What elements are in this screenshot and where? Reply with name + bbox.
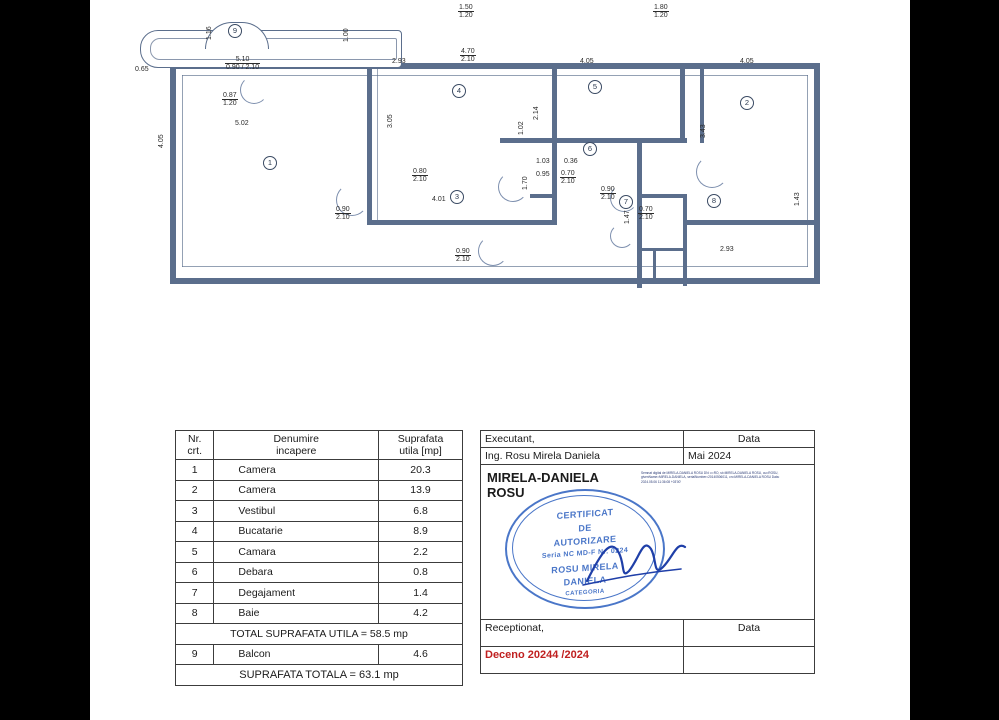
row-name: Degajament xyxy=(214,583,379,604)
door-arc-room2 xyxy=(696,156,728,188)
partition-4 xyxy=(557,138,687,143)
header-area-l2: utila [mp] xyxy=(399,445,442,458)
row-area: 0.8 xyxy=(379,562,463,583)
row-nr: 9 xyxy=(176,644,214,665)
right-letterbox xyxy=(910,0,999,720)
dim-0-87-value: 0.87 xyxy=(223,92,237,99)
dim-top-1-value: 1.50 xyxy=(459,4,473,11)
table-row xyxy=(176,480,463,501)
total-utila-row xyxy=(176,624,463,645)
dim-4-05-left: 4.05 xyxy=(158,134,165,148)
dim-0-70-b-sub: 2.10 xyxy=(639,214,653,222)
row-nr: 5 xyxy=(176,542,214,563)
table-row-balcon xyxy=(176,644,463,665)
room-schedule-table xyxy=(175,430,463,686)
wall-bottom xyxy=(170,278,820,284)
dim-top-1-sub: 1.20 xyxy=(459,12,473,20)
door-arc-bath xyxy=(610,224,634,248)
dim-2-93-bottom: 2.93 xyxy=(720,246,734,253)
left-letterbox xyxy=(0,0,90,720)
row-name: Debara xyxy=(214,562,379,583)
dim-2-93: 2.93 xyxy=(392,58,406,65)
partition-9 xyxy=(683,194,687,286)
row-area: 2.2 xyxy=(379,542,463,563)
dim-0-90-c xyxy=(455,248,471,264)
total-generala-row xyxy=(176,665,463,686)
door-arc-hall xyxy=(478,236,508,266)
dim-0-90-b xyxy=(335,206,351,222)
room-number-8: 8 xyxy=(707,194,721,208)
header-area-l1: Suprafata xyxy=(397,433,444,445)
room-number-3: 3 xyxy=(450,190,464,204)
stamp-line-1: CERTIFICAT xyxy=(556,507,614,521)
room-number-4: 4 xyxy=(452,84,466,98)
executant-value: Ing. Rosu Mirela Daniela xyxy=(481,448,684,465)
dim-1-00: 1.00 xyxy=(343,28,350,42)
dim-0-90-a xyxy=(600,186,616,202)
wall-inner-right xyxy=(807,75,808,267)
red-note-empty xyxy=(684,647,815,674)
dim-0-90-b-value: 0.90 xyxy=(336,206,350,213)
wall-inner-top xyxy=(182,75,808,76)
dim-0-36: 0.36 xyxy=(564,158,578,165)
dim-1-43: 1.43 xyxy=(794,192,801,206)
dim-0-87-sub: 1.20 xyxy=(223,100,237,108)
row-nr: 1 xyxy=(176,460,214,481)
row-name: Balcon xyxy=(214,644,379,665)
dim-4-70 xyxy=(460,48,476,64)
dim-3-43: 3.43 xyxy=(700,124,707,138)
row-area: 8.9 xyxy=(379,521,463,542)
room-number-1: 1 xyxy=(263,156,277,170)
header-name-l1: Denumire xyxy=(273,433,319,445)
dim-0-70-a-value: 0.70 xyxy=(561,170,575,177)
dim-5-10-value: 5.10 xyxy=(225,56,260,64)
dim-4-05-top: 4.05 xyxy=(580,58,594,65)
dim-0-90-a-sub: 2.10 xyxy=(601,194,615,202)
door-arc-balcony xyxy=(240,76,268,104)
signer-name-line2: ROSU xyxy=(487,484,525,500)
header-nr-l2: crt. xyxy=(187,445,202,458)
row-name: Camara xyxy=(214,542,379,563)
dim-3-05: 3.05 xyxy=(387,114,394,128)
room-number-6: 6 xyxy=(583,142,597,156)
partition-2 xyxy=(367,220,557,225)
receptionat-label: Receptionat, xyxy=(481,620,684,647)
dim-1-47: 1.47 xyxy=(624,210,631,224)
row-nr: 2 xyxy=(176,480,214,501)
row-area: 4.6 xyxy=(379,644,463,665)
total-generala: SUPRAFATA TOTALA = 63.1 mp xyxy=(176,665,463,686)
partition-4b xyxy=(500,138,558,143)
dim-0-65: 0.65 xyxy=(135,66,149,73)
stamp-line-6: DANIELA xyxy=(563,574,607,588)
row-nr: 6 xyxy=(176,562,214,583)
dim-0-87 xyxy=(222,92,238,108)
stamp-line-5: ROSU MIRELA xyxy=(551,560,619,576)
dim-0-90-b-sub: 2.10 xyxy=(336,214,350,222)
header-nr-l1: Nr. xyxy=(188,433,202,445)
dim-4-70-value: 4.70 xyxy=(461,48,475,55)
dim-1-02: 1.02 xyxy=(518,121,525,135)
partition-1-inner xyxy=(377,68,378,220)
floor-plan xyxy=(135,4,870,308)
dim-0-90-c-value: 0.90 xyxy=(456,248,470,255)
table-row xyxy=(176,521,463,542)
digital-signature-note: Semnat digital de MIRELA-DANIELA ROSU DN: c=RO, st=MIRELA-DANIELA ROSU, ou=ROSU, givenName=MIRELA-DANIELA, serialNumber=20140506011, cn=MIRELA-DANIELA ROSU Data: 2024.05.06 11:36:08 +03'00' xyxy=(641,471,780,484)
row-name: Camera xyxy=(214,460,379,481)
dim-0-90-a-value: 0.90 xyxy=(601,186,615,193)
dim-1-16: 1.16 xyxy=(206,26,213,40)
dim-0-80-sub: 2.10 xyxy=(413,176,427,184)
partition-6 xyxy=(680,63,685,143)
table-row xyxy=(176,542,463,563)
row-area: 13.9 xyxy=(379,480,463,501)
wall-right xyxy=(814,63,820,284)
data-label: Data xyxy=(684,431,815,448)
table-row xyxy=(176,583,463,604)
row-area: 4.2 xyxy=(379,603,463,624)
partition-5 xyxy=(530,194,556,198)
stamp-line-2: DE xyxy=(578,522,592,534)
dim-0-70-b-value: 0.70 xyxy=(639,206,653,213)
red-note: Deceno 20244 /2024 xyxy=(481,647,684,674)
room-number-9: 9 xyxy=(228,24,242,38)
stamp-line-7: CATEGORIA xyxy=(565,588,605,598)
partition-12 xyxy=(637,248,683,251)
partition-10 xyxy=(687,220,817,225)
dim-1-03: 1.03 xyxy=(536,158,550,165)
row-nr: 4 xyxy=(176,521,214,542)
dim-top-2-value: 1.80 xyxy=(654,4,668,11)
stamp-line-4: Seria NC MD-F Nr. 0224 xyxy=(541,546,629,561)
total-utila: TOTAL SUPRAFATA UTILA = 58.5 mp xyxy=(176,624,463,645)
row-name: Vestibul xyxy=(214,501,379,522)
dim-top-2 xyxy=(653,4,669,20)
signer-name-line1: MIRELA-DANIELA xyxy=(487,470,599,485)
dim-5-10 xyxy=(225,56,260,72)
receptionat-data-label: Data xyxy=(684,620,815,647)
dim-4-70-sub: 2.10 xyxy=(461,56,475,64)
header-area xyxy=(379,431,463,460)
dim-top-1 xyxy=(458,4,474,20)
dim-0-70-a-sub: 2.10 xyxy=(561,178,575,186)
block-value-row xyxy=(481,448,815,465)
executant-label: Executant, xyxy=(481,431,684,448)
row-area: 6.8 xyxy=(379,501,463,522)
row-nr: 3 xyxy=(176,501,214,522)
row-name: Camera xyxy=(214,480,379,501)
dim-0-90-c-sub: 2.10 xyxy=(456,256,470,264)
red-note-row xyxy=(481,647,815,674)
receptionat-row xyxy=(481,620,815,647)
handwritten-signature xyxy=(581,523,691,593)
dim-4-05-right: 4.05 xyxy=(740,58,754,65)
dim-5-02: 5.02 xyxy=(235,120,249,127)
table-row xyxy=(176,603,463,624)
partition-13 xyxy=(653,251,656,281)
row-area: 1.4 xyxy=(379,583,463,604)
wall-left xyxy=(170,63,176,284)
balcony-inner xyxy=(150,38,397,60)
data-value: Mai 2024 xyxy=(684,448,815,465)
block-header-row xyxy=(481,431,815,448)
dim-2-14: 2.14 xyxy=(533,106,540,120)
dim-0-70-a xyxy=(560,170,576,186)
row-nr: 7 xyxy=(176,583,214,604)
table-row xyxy=(176,460,463,481)
dim-top-2-sub: 1.20 xyxy=(654,12,668,20)
dim-0-95: 0.95 xyxy=(536,171,550,178)
partition-8 xyxy=(637,194,687,198)
signature-block-table xyxy=(480,430,815,674)
dim-4-01: 4.01 xyxy=(432,196,446,203)
table-row xyxy=(176,501,463,522)
wall-inner-left xyxy=(182,75,183,267)
row-nr: 8 xyxy=(176,603,214,624)
drawing-page xyxy=(90,0,910,720)
room-number-7: 7 xyxy=(619,195,633,209)
room-number-5: 5 xyxy=(588,80,602,94)
dim-1-70: 1.70 xyxy=(522,176,529,190)
dim-0-80-value: 0.80 xyxy=(413,168,427,175)
room-number-2: 2 xyxy=(740,96,754,110)
table-row xyxy=(176,562,463,583)
row-name: Baie xyxy=(214,603,379,624)
stamp-line-3: AUTORIZARE xyxy=(553,533,617,549)
partition-3 xyxy=(552,63,557,223)
dim-0-80 xyxy=(412,168,428,184)
row-name: Bucatarie xyxy=(214,521,379,542)
wall-inner-bottom xyxy=(182,266,808,267)
row-area: 20.3 xyxy=(379,460,463,481)
header-nr xyxy=(176,431,214,460)
signature-row xyxy=(481,465,815,620)
signature-cell xyxy=(481,465,815,620)
dim-0-70-b xyxy=(638,206,654,222)
table-header-row xyxy=(176,431,463,460)
header-name xyxy=(214,431,379,460)
dim-5-10-sub: 0.90 / 2.10 xyxy=(226,64,260,72)
header-name-l2: incapere xyxy=(276,445,317,458)
